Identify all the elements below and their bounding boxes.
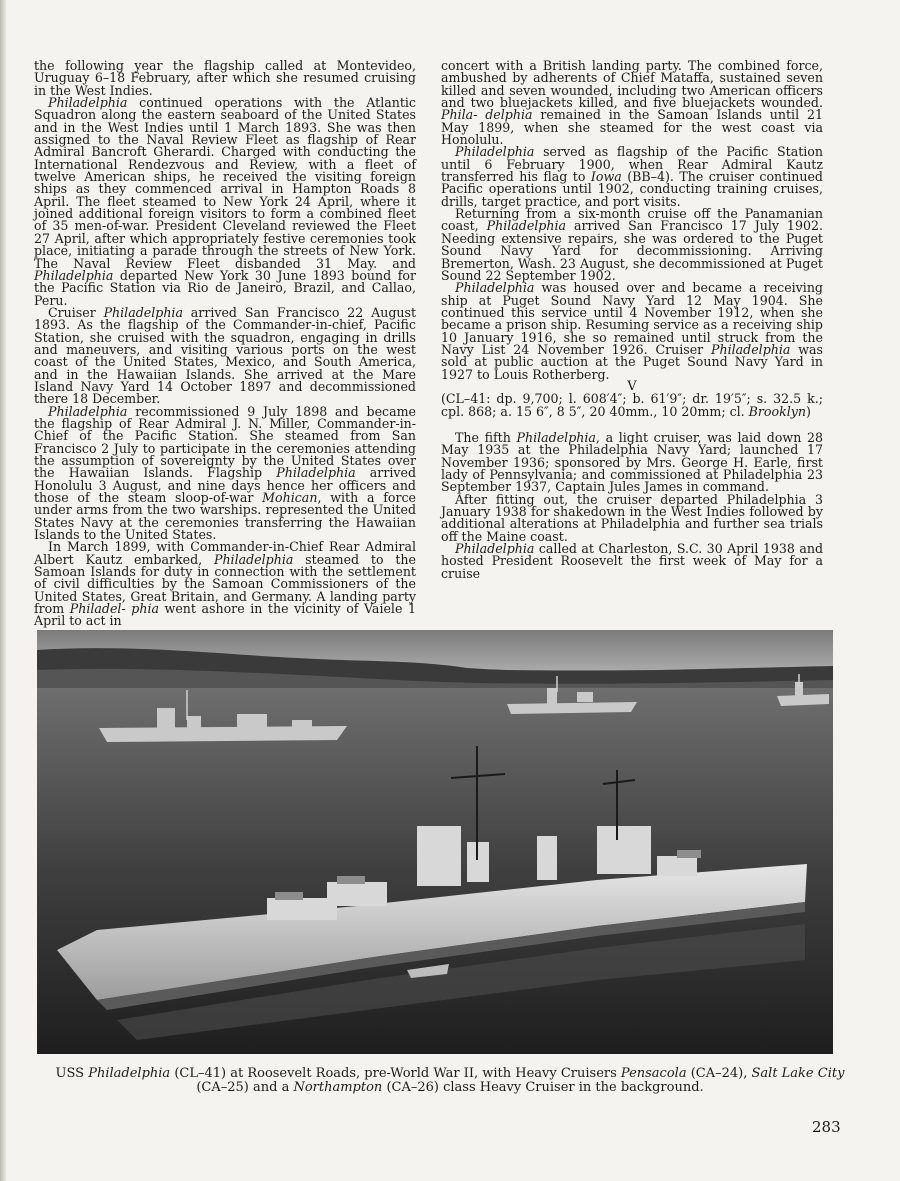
text-run: departed New York 30 June 1893 bound for the Pacific Station via Rio de Janeiro, Brazil, and Callao, Peru. xyxy=(34,267,416,308)
text-run: arrived San Francisco 22 August 1893. As the flagship of the Commander-in-chief, Pacific Station, she cruised with the squadron, engaging in drills and maneuvers, and visiting various ports on the west coast of the United States, Mexico, and South America, and in the Hawaiian Islands. She arrived at the Mare Island Navy Yard 14 October 1897 and decommissioned there 18 December. xyxy=(34,304,417,407)
paragraph xyxy=(34,304,417,407)
photo-illustration xyxy=(37,630,833,1054)
paragraph xyxy=(34,541,416,627)
text-run: called at Charleston, S.C. 30 April 1938 and hosted President Roosevelt the first week of May for a cruise xyxy=(441,541,823,581)
ship-name: Philadelphia xyxy=(455,280,535,296)
paragraph xyxy=(34,60,416,97)
text-run: went ashore in the vicinity of Vaiele 1 April to act in xyxy=(34,601,416,629)
paragraph xyxy=(441,491,823,544)
text-run: the following year the flagship called at Montevideo, Uruguay 6–18 February, after which she resumed cruising in the West Indies. xyxy=(34,58,416,98)
left-text-column xyxy=(34,60,416,628)
ship-name: Philadelphia xyxy=(48,95,128,111)
text-run: The fifth xyxy=(455,429,517,445)
text-run: Returning from a six-month cruise off the Panamanian coast, xyxy=(441,206,823,234)
text-run: (BB–4). The cruiser continued Pacific operations until 1902, conducting training cruises, drills, target practice, and port visits. xyxy=(441,169,823,209)
photo-caption xyxy=(40,1067,860,1095)
ship-name: Philadelphia xyxy=(213,551,294,567)
page-binding-edge xyxy=(0,0,6,1181)
paragraph xyxy=(441,543,823,580)
text-run: (CA–24), xyxy=(686,1066,752,1081)
ship-name: Philadelphia xyxy=(34,267,114,283)
text-run: Cruiser xyxy=(48,304,104,320)
ship-name: Philadelphia xyxy=(455,541,535,557)
ship-name: Iowa xyxy=(590,169,622,185)
text-run: (CA–25) and a xyxy=(196,1080,294,1095)
ship-name: Philadel- xyxy=(69,601,126,617)
class-name: Brooklyn xyxy=(748,403,806,419)
right-text-column xyxy=(441,60,823,580)
text-run: arrived San Francisco 17 July 1902. Needing extensive repairs, she was ordered to the Puget Sound Navy Yard for decommissioning. Arriving Bremerton, Wash. 23 August, she decommissioned at Puget Sound 22 September 1902. xyxy=(441,218,823,283)
cruiser-photograph xyxy=(37,630,833,1054)
text-run: In March 1899, with Commander-in-Chief Rear Admiral Albert Kautz embarked, xyxy=(34,539,416,567)
ship-name: Philadelphia xyxy=(516,429,596,445)
ship-name: Philadelphia xyxy=(103,304,183,320)
text-run: was sold at public auction at the Puget Sound Navy Yard in 1927 to Louis Rotherberg. xyxy=(441,341,823,382)
text-run: was housed over and became a receiving ship at Puget Sound Navy Yard 12 May 1904. She continued this service until 4 November 1912, when she became a prison ship. Resuming service as a receiving ship 10 January 1916, she so remained until struck from the Navy List 24 November 1926. Cruiser xyxy=(441,280,823,357)
ship-specifications xyxy=(441,393,823,418)
text-run: (CL–41: dp. 9,700; l. 608′4″; b. 61′9″; dr. 19′5″; s. 32.5 k.; cpl. 868; a. 15 6″, 8 5″, 20 40mm., 10 20mm; cl. xyxy=(441,391,823,419)
paragraph xyxy=(34,97,416,307)
ship-name: delphia xyxy=(485,107,533,123)
ship-name: Philadelphia xyxy=(711,341,791,357)
text-run: steamed to the Samoan Islands for duty in connection with the settlement of civil difficulties by the Samoan Commissioners of the United States, Great Britain, and Germany. A landing party from xyxy=(34,551,416,617)
text-run: arrived Honolulu 3 August, and nine days hence her officers and those of the steam sloop-of-war xyxy=(34,465,416,506)
text-run: , a light cruiser, was laid down 28 May 1935 at the Philadelphia Navy Yard; launched 17 November 1936; sponsored by Mrs. George H. Earle, first lady of Pennsylvania; and commissioned at Philadelphia 23 September 1937, Captain Jules James in command. xyxy=(441,429,824,495)
paragraph xyxy=(441,282,823,381)
ship-name: Mohican xyxy=(262,490,318,506)
text-run: (CL–41) at Roosevelt Roads, pre-World War II, with Heavy Cruisers xyxy=(170,1066,621,1081)
paragraph xyxy=(441,146,823,208)
text-run: USS xyxy=(55,1066,89,1081)
ship-name: Philadelphia xyxy=(276,465,356,481)
ship-name: phia xyxy=(131,601,159,617)
text-run: concert with a British landing party. The combined force, ambushed by adherents of Chief Mataffa, sustained seven killed and seven wounded, including two American officers and two bluejackets killed, and five bluejackets wounded. xyxy=(441,58,823,111)
paragraph xyxy=(441,208,823,282)
ship-name: Pensacola xyxy=(620,1066,687,1081)
paragraph xyxy=(34,403,416,543)
text-run: remained in the Samoan Islands until 21 May 1899, when she steamed for the west coast via Honolulu. xyxy=(441,107,823,148)
text-run: (CA–26) class Heavy Cruiser in the background. xyxy=(382,1080,704,1095)
ship-name: Philadelphia xyxy=(48,403,128,419)
ship-name: Philadelphia xyxy=(455,144,535,160)
text-run: continued operations with the Atlantic Squadron along the eastern seaboard of the United States and in the West Indies until 1 March 1893. She was then assigned to the Naval Review Fleet as flagship of Rear Admiral Bancroft Gherardi. Charged with conducting the International Rendezvous and Review, with a fleet of twelve American ships, he received the visiting foreign ships as they commenced arrival in Hampton Roads 8 April. The fleet steamed to New York 24 April, where it joined additional foreign visitors to form a combined fleet of 35 men-of-war. President Cleveland reviewed the Fleet 27 April, after which appropriately festive ceremonies took place, initiating a parade through the streets of New York. The Naval Review Fleet disbanded 31 May. and xyxy=(34,95,416,271)
text-run: , with a force under arms from the two warships. represented the United States Navy at the ceremonies transferring the Hawaiian Islands to the United States. xyxy=(34,490,416,543)
text-run: served as flagship of the Pacific Station until 6 February 1900, when Rear Admiral Kautz transferred his flag to xyxy=(441,144,823,185)
text-run: After fitting out, the cruiser departed Philadelphia 3 January 1938 for shakedown in the West Indies followed by additional alterations at Philadelphia and further sea trials off the Maine coast. xyxy=(441,491,823,544)
ship-name: Philadelphia xyxy=(88,1066,171,1081)
section-numeral: V xyxy=(627,378,637,394)
ship-name: Salt Lake City xyxy=(751,1066,845,1081)
ship-name: Philadelphia xyxy=(486,218,567,234)
text-run: ) xyxy=(805,403,811,419)
ship-name: Phila- xyxy=(441,107,478,123)
text-run: recommissioned 9 July 1898 and became the flagship of Rear Admiral J. N. Miller, Commander-in-Chief of the Pacific Station. She steamed from San Francisco 2 July to participate in the ceremonies attending the assumption of sovereignty by the United States over the Hawaiian Islands. Flagship xyxy=(34,403,416,481)
ship-name: Northampton xyxy=(293,1080,383,1095)
paragraph xyxy=(441,429,824,495)
paragraph xyxy=(441,60,823,146)
page-number: 283 xyxy=(812,1118,841,1136)
